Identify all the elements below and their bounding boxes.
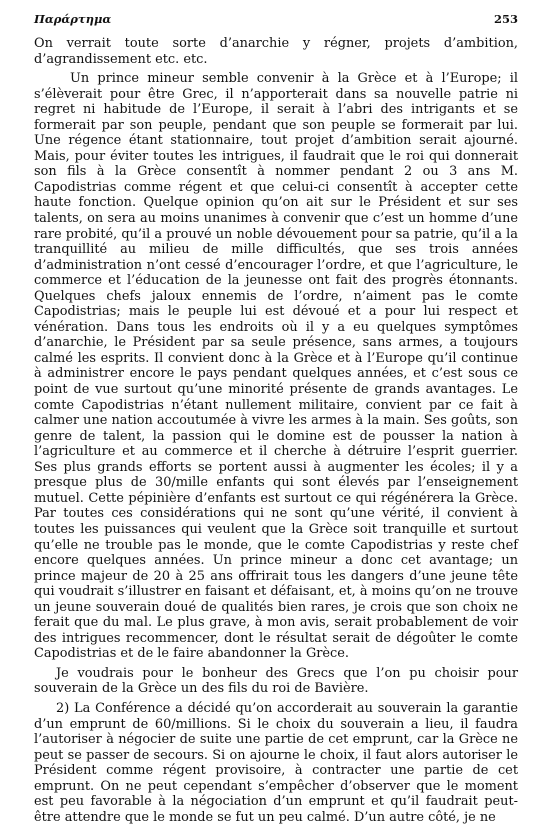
page-header (34, 12, 518, 36)
paragraph-baviere: Je voudrais pour le bonheur des Grecs que l’on pu choisir pour souverain de la Grèce un des fils du roi de Bavière. (34, 665, 518, 697)
paragraph-emprunt: 2) La Conférence a décidé qu’on accorderait au souverain la garantie d’un emprunt de 60/millions. Si le choix du souverain a lieu, il faudra l’autoriser à négocier de suite une partie de cet emprunt, car la Grèce ne peut se passer de secours. Si on ajourne le choix, il faut alors autoriser le Président comme régent provisoire, à contracter une partie de cet emprunt. On ne peut cependant s’empêcher d’observer que le moment est peu favorable à la négociation d’un emprunt et qu’il faudrait peut-être attendre que le monde se fut un peu calmé. D’un autre côté, je ne (34, 700, 518, 825)
body-text (34, 36, 518, 825)
running-head: Παράρτημα (34, 12, 112, 26)
document-page (34, 12, 518, 829)
paragraph-prince-mineur: Un prince mineur semble convenir à la Grèce et à l’Europe; il s’élèverait pour être Grec, il n’apporterait dans sa nouvelle patrie ni regret ni habitude de l’Europe, il serait à l’abri des intrigants et se formerait par son peuple, pendant que son peuple se formerait par lui. Une régence étant stationnaire, tout projet d’ambition serait ajourné. Mais, pour éviter toutes les intrigues, il faudrait que le roi qui donnerait son fils à la Grèce consentît à nommer pendant 2 ou 3 ans M. Capodistrias comme régent et que celui-ci consentît à accepter cette haute fonction. Quelque opinion qu’on ait sur le Président et sur ses talents, on sera au moins unanimes à convenir que c’est un homme d’une rare probité, qu’il a prouvé un noble dévouement pour sa patrie, qu’il a la tranquillité au milieu de mille difficultés, que ses trois années d’administration n’ont cessé d’encourager l’ordre, et que l’agriculture, le commerce et l’éducation de la jeunesse ont fait des progrès étonnants. Quelques chefs jaloux ennemis de l’ordre, n’aiment pas le comte Capodistrias; mais le peuple lui est dévoué et a pour lui respect et vénération. Dans tous les endroits où il y a eu quelques symptômes d’anarchie, le Président par sa seule présence, sans armes, a toujours calmé les esprits. Il convient donc à la Grèce et à l’Europe qu’il continue à administrer encore le pays pendant quelques années, et c’est sous ce point de vue surtout qu’une minorité présente de grands avantages. Le comte Capodistrias n’étant nullement militaire, convient par ce fait à calmer une nation accoutumée à vivre les armes à la main. Ses goûts, son genre de talent, la passion qui le domine est de pousser la nation à l’agriculture et au commerce et il cherche à détruire l’esprit guerrier. Ses plus grands efforts se portent aussi à augmenter les écoles; il y a presque plus de 30/mille enfants qui sont élevés par l’enseignement mutuel. Cette pépinière d’enfants est surtout ce qui régénérera la Grèce. Par toutes ces considérations qui ne sont qu’une vérité, il convient à toutes les puissances qui veulent que la Grèce soit tranquille et surtout qu’elle ne trouble pas le monde, que le comte Capodistrias y reste chef encore quelques années. Un prince mineur a donc cet avantage; un prince majeur de 20 à 25 ans offrirait tous les dangers d’une jeune tête qui voudrait s’illustrer en faisant et défaisant, et, à moins qu’on ne trouve un jeune souverain doué de qualités bien rares, je crois que son choix ne ferait que du mal. Le plus grave, à mon avis, serait probablement de voir des intrigues recommencer, dont le résultat serait de dégoûter le comte Capodistrias et de le faire abandonner la Grèce. (34, 71, 518, 662)
paragraph-continuation: On verrait toute sorte d’anarchie y régner, projets d’ambition, d’agrandissement etc. etc. (34, 36, 518, 67)
page-number: 253 (493, 12, 518, 26)
